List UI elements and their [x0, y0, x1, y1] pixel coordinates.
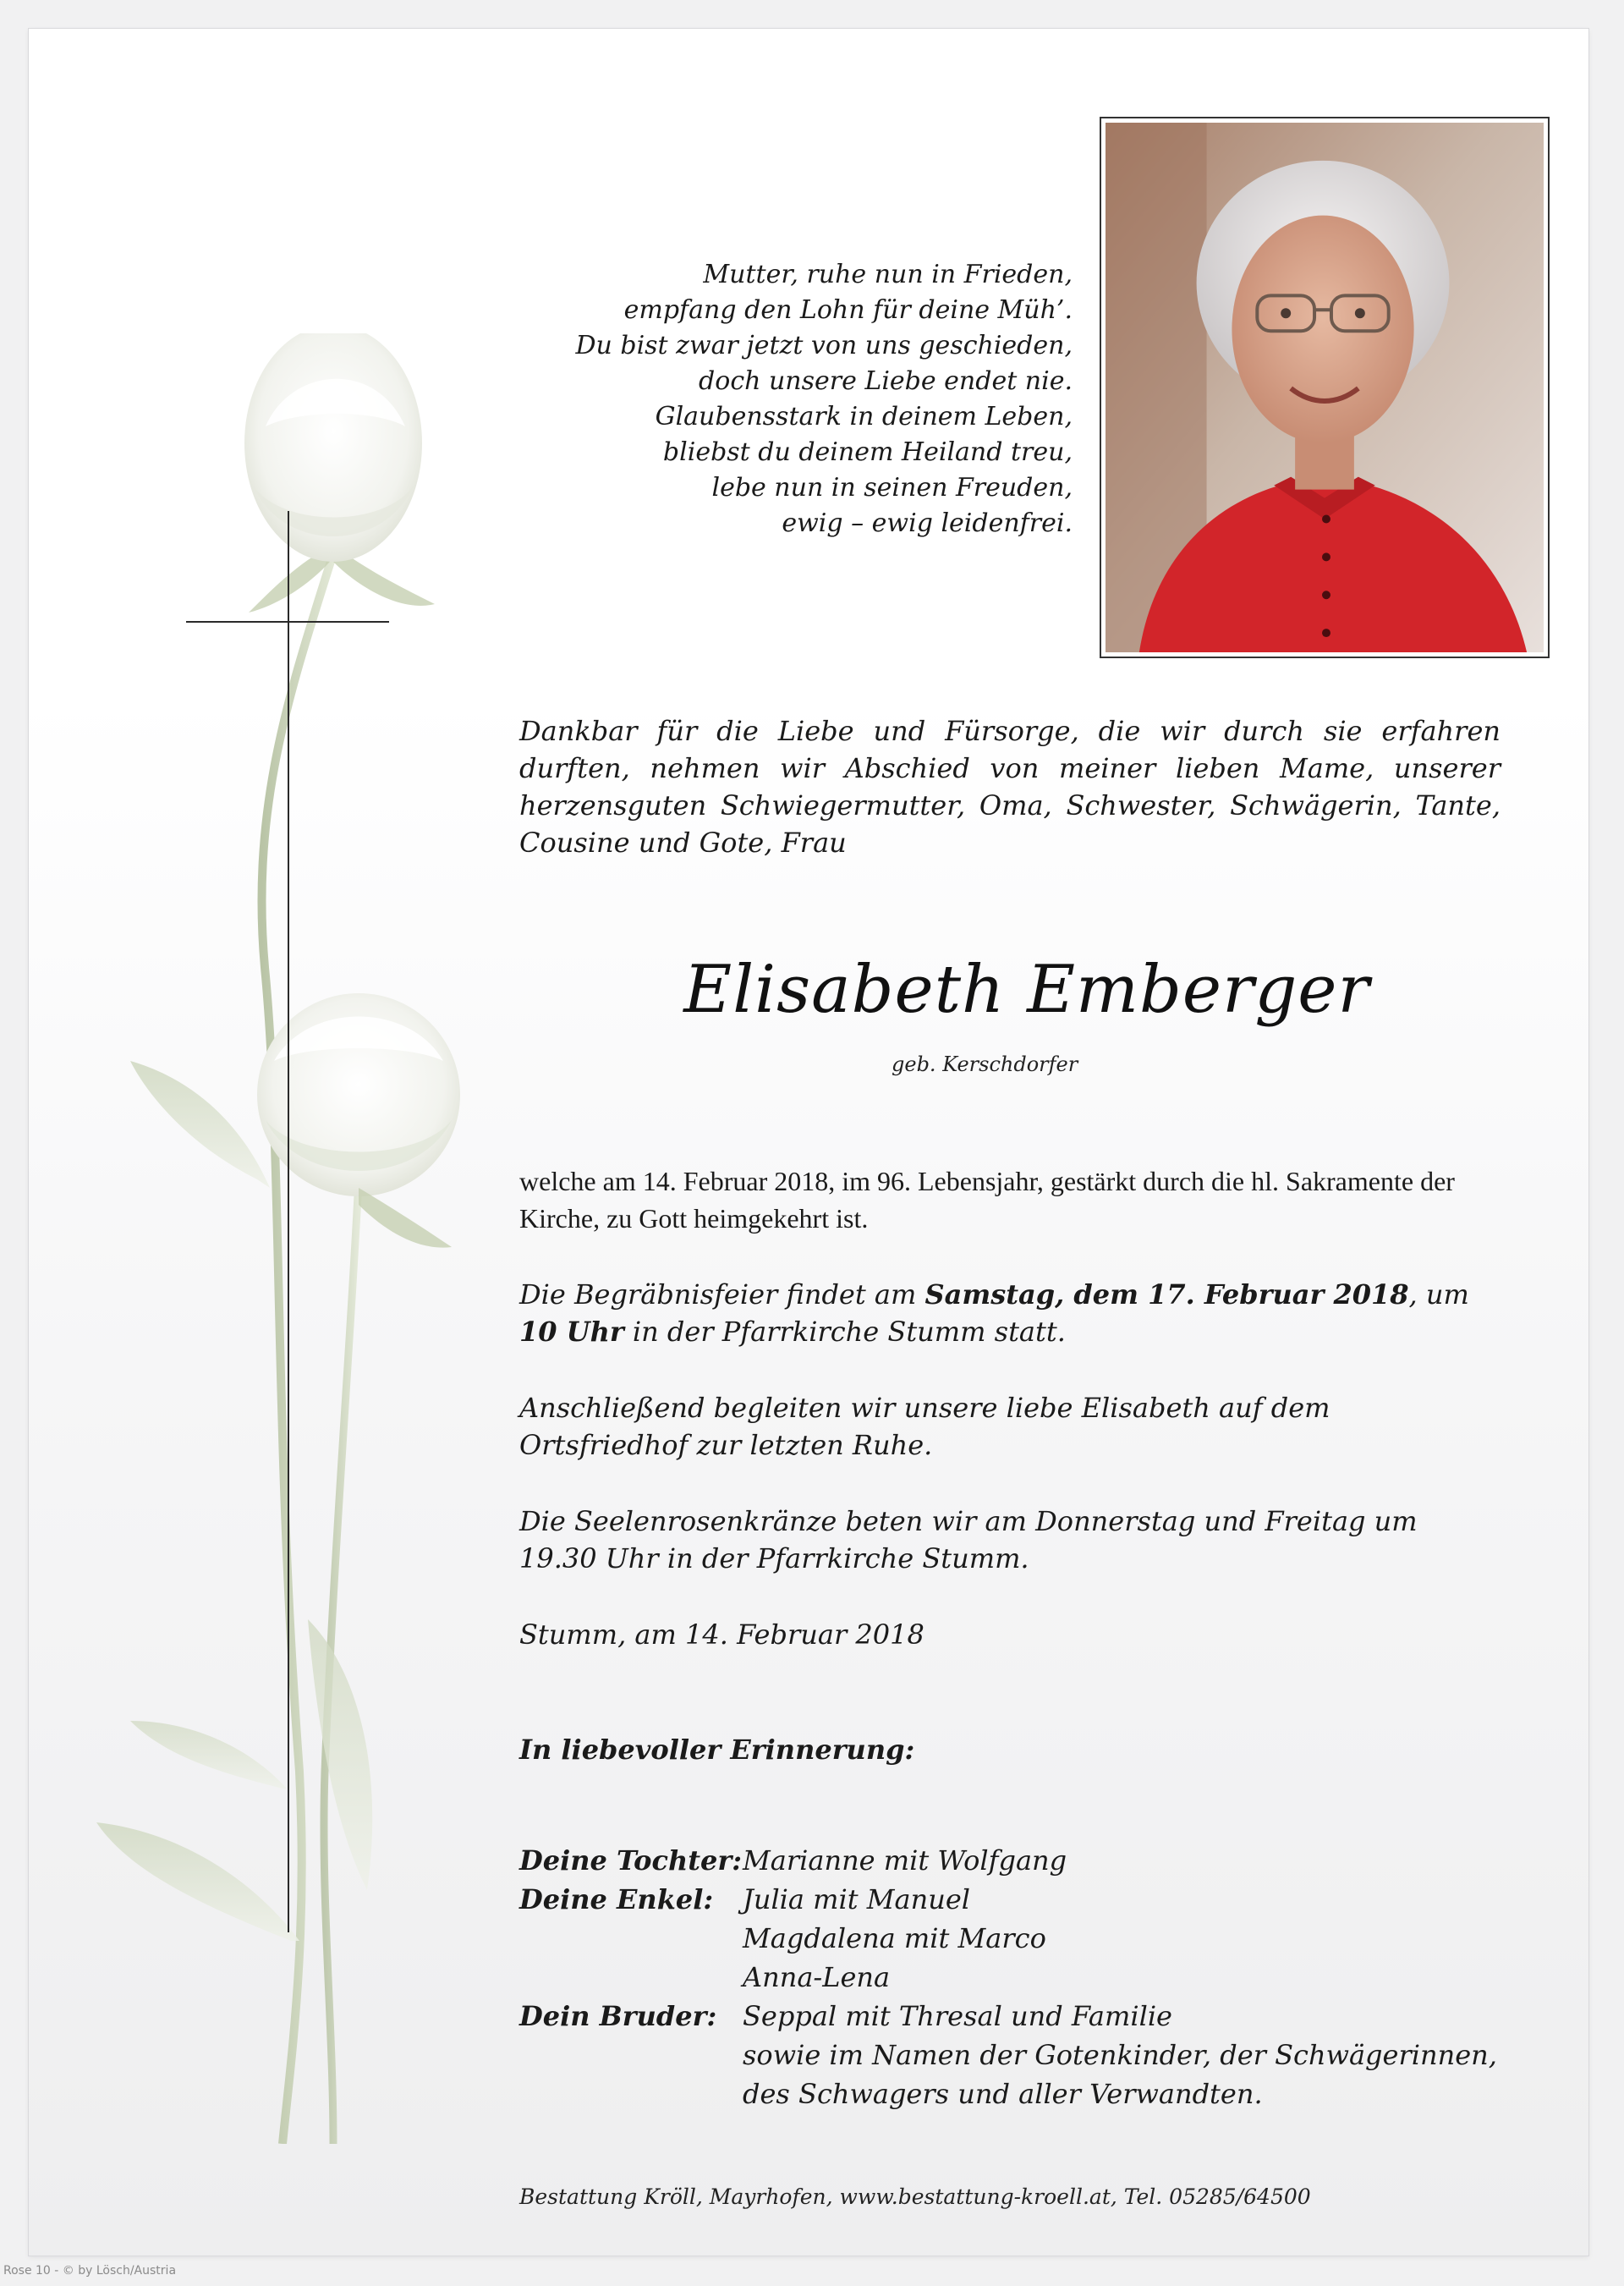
deceased-name: Elisabeth Emberger	[683, 952, 1370, 1028]
intro-paragraph: Dankbar für die Liebe und Fürsorge, die wir durch sie erfahren durften, nehmen wir Abschied von meiner lieben Mame, unserer herzensguten Schwiegermutter, Oma, Schwester, Schwägerin, Tante, Cousine und Gote, Frau	[519, 715, 1501, 859]
image-credit: Rose 10 - © by Lösch/Austria	[3, 2264, 177, 2278]
verse-line: doch unsere Liebe endet nie.	[699, 366, 1073, 396]
obituary-card	[29, 29, 1588, 2256]
verse-line: bliebst du deinem Heiland treu,	[662, 437, 1073, 467]
funeral-time: 10 Uhr	[519, 1316, 624, 1348]
family-member: des Schwagers und aller Verwandten.	[743, 2078, 1263, 2110]
family-role: Deine Enkel:	[519, 1883, 714, 1915]
portrait-image	[1106, 123, 1544, 652]
family-names	[743, 1841, 1534, 1880]
family-names	[743, 1997, 1534, 2113]
family-row	[519, 1880, 1534, 1997]
verse-line: lebe nun in seinen Freuden,	[711, 473, 1073, 503]
verse-line: Glaubensstark in deinem Leben,	[655, 402, 1073, 431]
maiden-name: geb. Kerschdorfer	[892, 1052, 1078, 1076]
funeral-info	[519, 1276, 1501, 1350]
white-rose-illustration	[80, 333, 519, 2144]
family-member: sowie im Namen der Gotenkinder, der Schwägerinnen,	[743, 2039, 1497, 2071]
memory-heading: In liebevoller Erinnerung:	[519, 1734, 915, 1766]
burial-info: Anschließend begleiten wir unsere liebe Elisabeth auf dem Ortsfriedhof zur letzten Ruhe.	[519, 1392, 1330, 1461]
cross-vertical	[288, 511, 289, 1932]
place-date: Stumm, am 14. Februar 2018	[519, 1618, 924, 1651]
death-notice: welche am 14. Februar 2018, im 96. Lebensjahr, gestärkt durch die hl. Sakramente der Kirche, zu Gott heimgekehrt ist.	[519, 1166, 1455, 1234]
memorial-verse	[480, 257, 1073, 541]
family-member: Seppal mit Thresal und Familie	[743, 2000, 1172, 2032]
family-role: Dein Bruder:	[519, 2000, 717, 2032]
verse-line: ewig – ewig leidenfrei.	[782, 508, 1073, 538]
funeral-home-footer: Bestattung Kröll, Mayrhofen, www.bestattung-kroell.at, Tel. 05285/64500	[519, 2184, 1311, 2209]
portrait-photo	[1100, 117, 1550, 658]
funeral-prefix: Die Begräbnisfeier findet am	[519, 1278, 925, 1311]
verse-line: Mutter, ruhe nun in Frieden,	[703, 260, 1073, 289]
family-role: Deine Tochter:	[519, 1844, 743, 1877]
family-member: Marianne mit Wolfgang	[743, 1844, 1067, 1877]
cross-horizontal	[186, 621, 389, 623]
family-row	[519, 1997, 1534, 2113]
family-list	[519, 1804, 1534, 2113]
family-row	[519, 1841, 1534, 1880]
family-names	[743, 1880, 1534, 1997]
family-member: Magdalena mit Marco	[743, 1922, 1046, 1954]
funeral-date: Samstag, dem 17. Februar 2018	[924, 1278, 1409, 1311]
funeral-mid: , um	[1408, 1278, 1469, 1311]
verse-line: empfang den Lohn für deine Müh’.	[623, 295, 1073, 325]
family-member: Julia mit Manuel	[743, 1883, 970, 1915]
family-member: Anna-Lena	[743, 1961, 891, 1993]
verse-line: Du bist zwar jetzt von uns geschieden,	[575, 331, 1073, 360]
rosary-info: Die Seelenrosenkränze beten wir am Donnerstag und Freitag um 19.30 Uhr in der Pfarrkirche Stumm.	[519, 1505, 1418, 1574]
funeral-suffix: in der Pfarrkirche Stumm statt.	[623, 1316, 1066, 1348]
